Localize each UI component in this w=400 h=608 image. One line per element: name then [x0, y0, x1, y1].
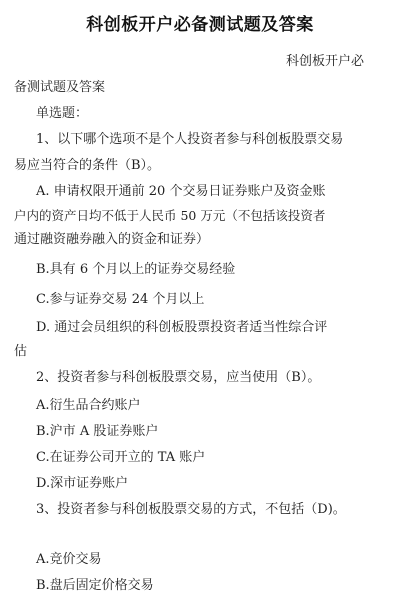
- q3-option-b: B.盘后固定价格交易: [36, 578, 154, 593]
- section-label: 单选题：: [36, 106, 89, 121]
- q1-option-a-cont2: 通过融资融券融入的资金和证券）: [14, 232, 210, 247]
- q2-option-c: C.在证券公司开立的 TA 账户: [36, 450, 206, 465]
- q2-option-d: D.深市证券账户: [36, 476, 129, 491]
- q1-option-c: C.参与证券交易 24 个月以上: [36, 292, 205, 307]
- q2-option-b: B.沪市 A 股证券账户: [36, 424, 159, 439]
- intro-line: 备测试题及答案: [14, 80, 106, 95]
- q2-option-a: A.衍生品合约账户: [36, 398, 141, 413]
- document-title: 科创板开户必备测试题及答案: [86, 15, 314, 35]
- q1-option-a-cont: 户内的资产日均不低于人民币 50 万元（不包括该投资者: [14, 208, 326, 223]
- q1-option-d-cont: 估: [14, 344, 28, 359]
- q3-option-a: A.竞价交易: [36, 552, 102, 567]
- question-1-text: 1、以下哪个选项不是个人投资者参与科创板股票交易: [36, 132, 344, 147]
- q1-option-a: A. 申请权限开通前 20 个交易日证券账户及资金账: [36, 184, 326, 199]
- question-2-text: 2、投资者参与科创板股票交易，应当使用（B）。: [36, 370, 321, 385]
- q1-option-d: D. 通过会员组织的科创板股票投资者适当性综合评: [36, 320, 328, 335]
- question-3-text: 3、投资者参与科创板股票交易的方式，不包括（D)。: [36, 502, 346, 517]
- header-continuation: 科创板开户必: [285, 54, 364, 69]
- q1-option-b: B.具有 6 个月以上的证券交易经验: [36, 262, 236, 277]
- question-1-text-cont: 易应当符合的条件（B）。: [14, 158, 161, 173]
